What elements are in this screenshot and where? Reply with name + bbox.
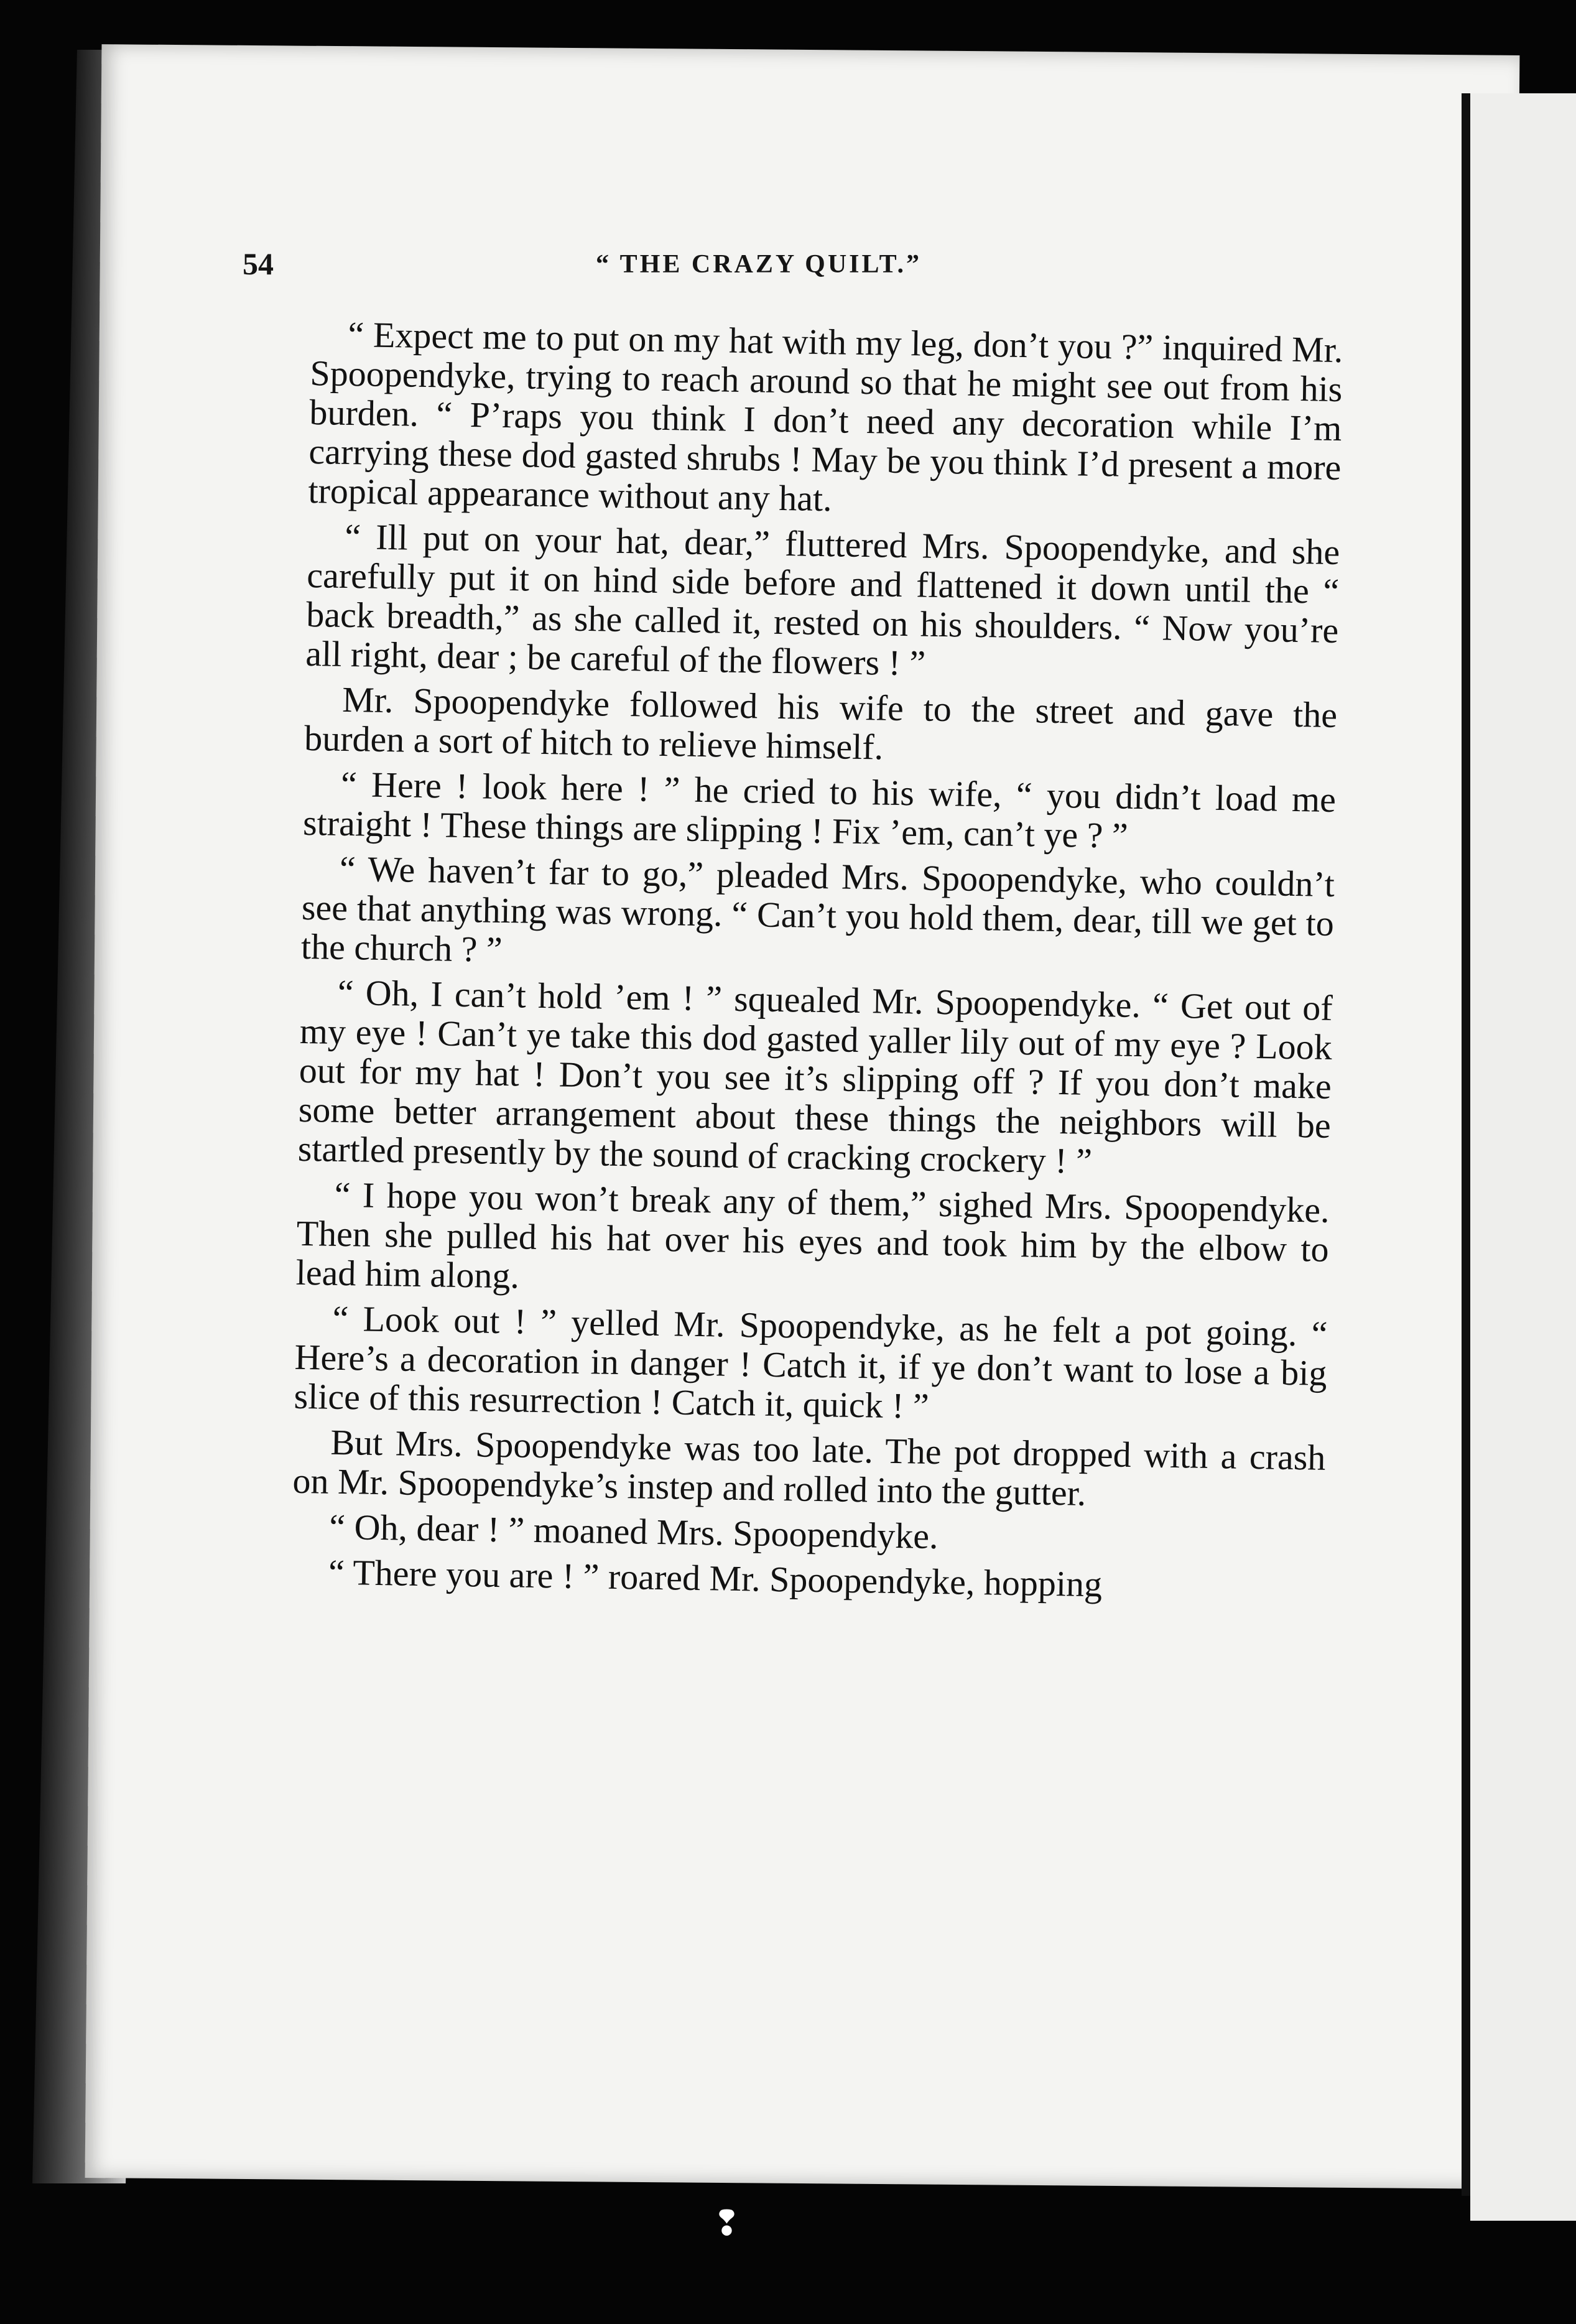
page-title: “ THE CRAZY QUILT.” — [595, 250, 922, 279]
page-number: 54 — [243, 246, 274, 281]
scan-marker-icon: ❢ — [712, 2203, 741, 2244]
paragraph: “ I hope you won’t break any of them,” sighed Mrs. Spoopendyke. Then she pulled his hat over his eyes and took him by the elbow to lead him along. — [295, 1174, 1330, 1296]
paragraph: “ Expect me to put on my hat with my leg, don’t you ?” inquired Mr. Spoopendyke, trying to reach around so that he might see out from his burden. “ P’raps you think I don’t need any decoration while I’m carrying these dod gasted shrubs ! May be you think I’d present a more tropical appearance without any hat. — [308, 314, 1343, 519]
paragraph: “ We haven’t far to go,” pleaded Mrs. Spoopendyke, who couldn’t see that anything was wrong. “ Can’t you hold them, dear, till we get to the church ? ” — [300, 848, 1335, 970]
paragraph: “ Oh, dear ! ” moaned Mrs. Spoopendyke. — [328, 1506, 939, 1557]
paragraph: “ Ill put on your hat, dear,” fluttered Mrs. Spoopendyke, and she carefully put it on hind side before and flattened it down until the “ back breadth,” as she called it, rested on his shoulders. “ Now you’re all right, dear ; be careful of the flowers ! ” — [305, 516, 1340, 684]
body-text — [291, 314, 1343, 1614]
paragraph: “ Look out ! ” yelled Mr. Spoopendyke, as he felt a pot going. “ Here’s a decoration in danger ! Catch it, if ye don’t want to lose a big slice of this resurrection ! Catch it, quick ! ” — [294, 1298, 1328, 1426]
paragraph: “ Here ! look here ! ” he cried to his wife, “ you didn’t load me straight ! These things are slipping ! Fix ’em, can’t ye ? ” — [302, 763, 1337, 856]
paragraph: But Mrs. Spoopendyke was too late. The pot dropped with a crash on Mr. Spoopendyke’s instep and rolled into the gutter. — [292, 1421, 1326, 1513]
paragraph: “ Oh, I can’t hold ’em ! ” squealed Mr. Spoopendyke. “ Get out of my eye ! Can’t ye take this dod gasted yaller lily out of my eye ? Look out for my hat ! Don’t you see it’s slipping off ? If you don’t make some better arrangement about these things the neighbors will be startled presently by the sound of cracking crockery ! ” — [297, 972, 1333, 1181]
facing-page-edge — [1470, 93, 1576, 2221]
running-head — [243, 246, 1275, 289]
paragraph: Mr. Spoopendyke followed his wife to the street and gave the burden a sort of hitch to relieve himself. — [304, 679, 1338, 768]
paragraph: “ There you are ! ” roared Mr. Spoopendyke, hopping — [328, 1551, 1103, 1605]
page-gutter-shadow — [1462, 93, 1470, 2196]
